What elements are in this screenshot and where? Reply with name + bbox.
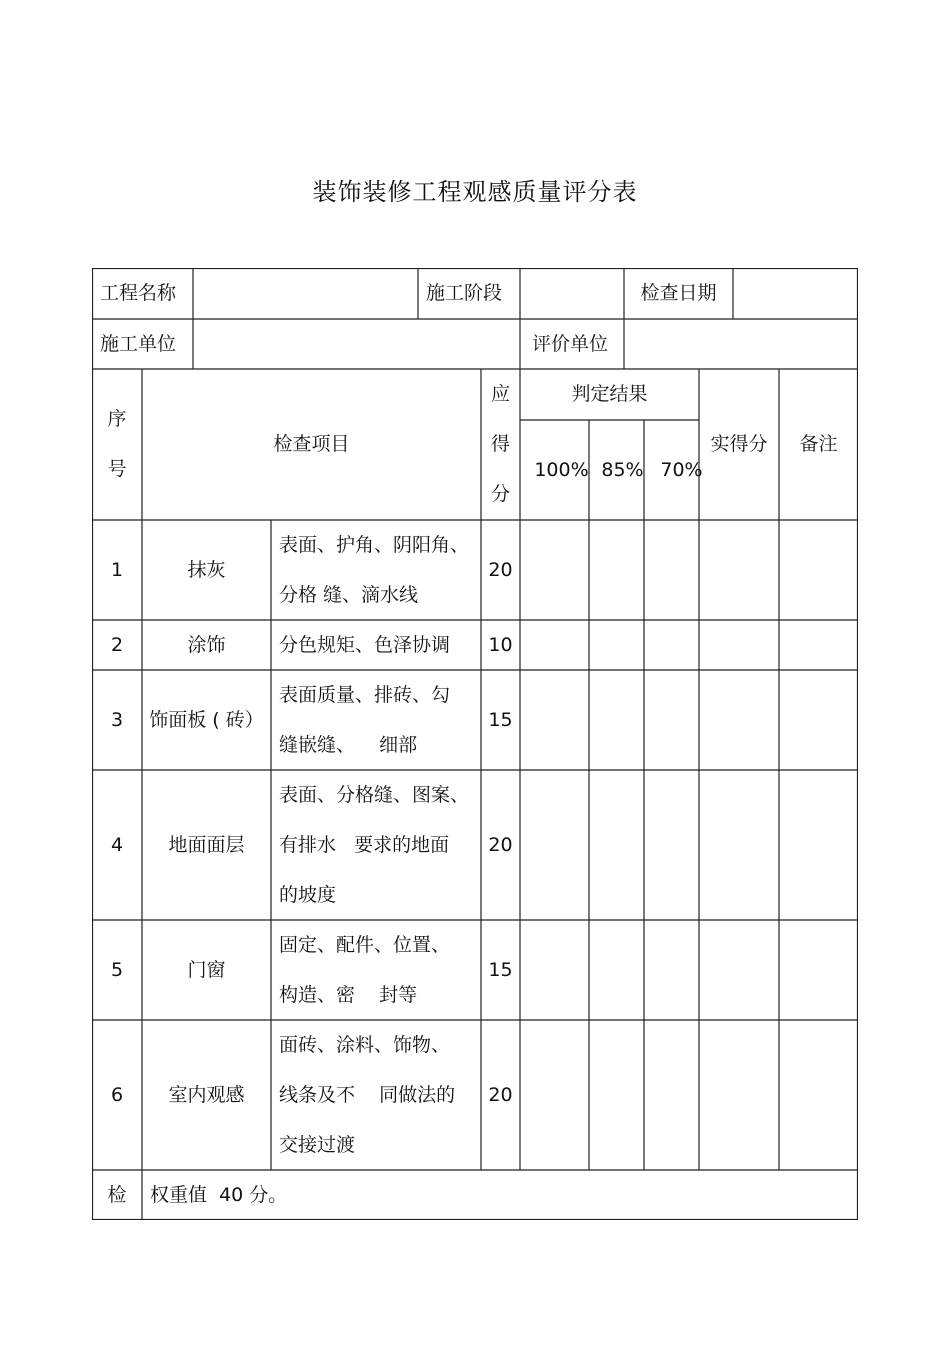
row-5-desc-line-2: 构造、密 封等 (279, 984, 418, 1006)
seq-header-1: 序 (107, 408, 127, 430)
row-6-desc-line-3: 交接过渡 (279, 1134, 356, 1156)
should-header-1: 应 (490, 383, 510, 405)
row-4-desc-line-2: 有排水 要求的地面 (279, 834, 450, 856)
row-5-no: 5 (110, 959, 124, 981)
actual-header: 实得分 (710, 433, 768, 455)
row-3-desc-line-2: 缝嵌缝、 细部 (279, 734, 418, 756)
project-name-label: 工程名称 (100, 282, 177, 304)
row-5-desc-line-1: 固定、配件、位置、 (279, 934, 451, 956)
row-4-score: 20 (488, 834, 513, 856)
row-5-name: 门窗 (187, 959, 226, 981)
row-3-name: 饰面板 ( 砖） (149, 709, 264, 731)
footer-label: 检 (107, 1184, 127, 1206)
p70-header: 70% (660, 459, 703, 481)
row-6-desc-line-1: 面砖、涂料、饰物、 (279, 1034, 451, 1056)
footer-text: 权重值 40 分。 (150, 1184, 288, 1206)
score-table (92, 268, 858, 1220)
construction-unit-label: 施工单位 (100, 333, 177, 355)
p85-header: 85% (601, 459, 644, 481)
row-6-no: 6 (110, 1084, 124, 1106)
row-2-no: 2 (110, 634, 124, 656)
row-1-desc-line-1: 表面、护角、阴阳角、 (279, 534, 470, 556)
row-6-score: 20 (488, 1084, 513, 1106)
row-4-no: 4 (110, 834, 124, 856)
row-1-name: 抹灰 (187, 559, 226, 581)
row-1-score: 20 (488, 559, 513, 581)
item-header: 检查项目 (273, 433, 350, 455)
row-2-desc-line-1: 分色规矩、色泽协调 (279, 634, 451, 656)
judge-header: 判定结果 (571, 383, 648, 405)
row-3-score: 15 (488, 709, 513, 731)
should-header-2: 得 (490, 433, 510, 455)
row-6-name: 室内观感 (168, 1084, 245, 1106)
row-6-desc-line-2: 线条及不 同做法的 (279, 1084, 456, 1106)
check-date-label: 检查日期 (640, 282, 717, 304)
remark-header: 备注 (799, 433, 838, 455)
row-1-desc-line-2: 分格 缝、滴水线 (279, 584, 419, 606)
should-header-3: 分 (490, 483, 510, 505)
row-3-no: 3 (110, 709, 124, 731)
row-3-desc-line-1: 表面质量、排砖、勾 (279, 684, 451, 706)
row-1-no: 1 (110, 559, 124, 581)
row-5-score: 15 (488, 959, 513, 981)
row-4-desc-line-3: 的坡度 (279, 884, 337, 906)
stage-label: 施工阶段 (426, 282, 503, 304)
row-2-name: 涂饰 (187, 634, 226, 656)
page-title: 装饰装修工程观感质量评分表 (312, 178, 638, 206)
row-2-score: 10 (488, 634, 513, 656)
p100-header: 100% (534, 459, 589, 481)
evaluation-unit-label: 评价单位 (532, 333, 609, 355)
row-4-desc-line-1: 表面、分格缝、图案、 (279, 784, 470, 806)
row-4-name: 地面面层 (168, 834, 245, 856)
seq-header-2: 号 (107, 458, 127, 480)
